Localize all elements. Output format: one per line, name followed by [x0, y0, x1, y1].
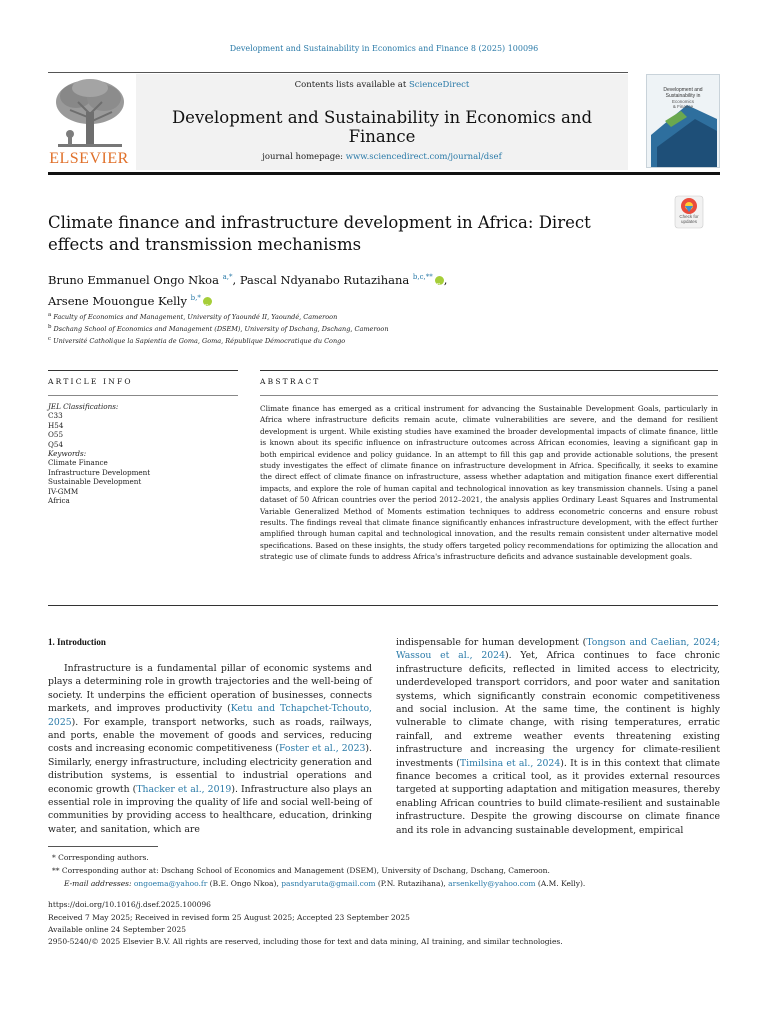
abstract-bottom-rule [48, 605, 718, 606]
affiliation-mark: b [48, 324, 52, 330]
sciencedirect-link[interactable]: ScienceDirect [408, 80, 470, 90]
masthead-bottom-rule [48, 172, 720, 175]
email-owner: (B.E. Ongo Nkoa), [207, 879, 282, 888]
email-owner: (A.M. Kelly). [535, 879, 586, 888]
abstract-text: Climate finance has emerged as a critical instrument for advancing the Sustainable Development Goals, particularly in Africa where infrastructure deficits remain acute, climate vulnerabilities are severe, and the demand for resilient development is urgent. While existing studies have examined the broader developmental impacts of climate finance, little is known about its specific influence on infrastructure outcomes across African economies, leaving a significant gap in both empirical evidence and policy guidance. In an attempt to fill this gap and provide actionable solutions, the present study investigates the effect of climate finance on infrastructure development in Africa. Specifically, it seeks to examine the direct effect of climate finance on infrastructure, assess whether adaptation and mitigation finance exert differential impacts, and explore the role of human capital and technological innovation as key transmission channels. Using a panel dataset of 50 African countries over the period 2012–2021, the analysis applies Ordinary Least Squares and Instrumental Variable Generalized Method of Moments estimation techniques to address econometric concerns and ensure robust results. The findings reveal that climate finance significantly enhances infrastructure development, with the effect further amplified through human capital and technological innovation, and the results remain consistent under alternative model specifications. Based on these insights, the study offers targeted policy recommendations for optimizing the allocation and strategic use of climate funds to address Africa's infrastructure deficits and advance sustainable development goals. [260, 404, 718, 562]
email-link[interactable]: ongoema@yahoo.fr [133, 879, 208, 888]
author-name[interactable]: Arsene Mouongue Kelly [48, 293, 187, 308]
author-separator: , [443, 272, 448, 287]
body-text: ). Yet, Africa continues to face chronic infrastructure deficits, reflected in limited access to electricity, underdeveloped transport corridors, and poor water and sanitation systems, which significantly constrain economic competitiveness and social inclusion. At the same time, the continent is highly vulnerable to climate change, with rising temperatures, erratic rainfall, and extreme weather events threatening existing infrastructure and increasing the urgency for climate-resilient investments ( [396, 650, 720, 769]
abstract-divider [260, 395, 718, 396]
email-link[interactable]: pasndyaruta@gmail.com [281, 879, 376, 888]
section-heading-introduction: 1. Introduction [48, 637, 106, 647]
affiliation [48, 324, 389, 333]
journal-title: Development and Sustainability in Economics and Finance [171, 108, 593, 146]
received-dates: Received 7 May 2025; Received in revised form 25 August 2025; Accepted 23 September 2025 [48, 913, 410, 922]
affiliation-text: Université Catholique la Sapientia de Goma, Goma, République Démocratique du Congo [53, 337, 346, 346]
orcid-icon[interactable] [203, 297, 212, 306]
footnote-corresponding-author: ** Corresponding author at: Dschang School of Economics and Management (DSEM), University of Dschang, Dschang, Cameroon. [52, 866, 550, 875]
copyright-notice: 2950-5240/© 2025 Elsevier B.V. All rights are reserved, including those for text and data mining, AI training, and similar technologies. [48, 937, 563, 946]
citation-link[interactable]: Foster et al., 2023 [278, 743, 366, 755]
affiliation-mark: c [48, 336, 52, 342]
author-name[interactable]: Bruno Emmanuel Ongo Nkoa [48, 272, 219, 287]
email-label: E-mail addresses: [64, 879, 132, 888]
body-text: indispensable for human development ( [396, 637, 587, 648]
running-head[interactable]: Development and Sustainability in Economics and Finance 8 (2025) 100096 [229, 44, 539, 53]
crossmark-label [672, 214, 706, 224]
citation-link[interactable]: Tongson and Caelian, 2024; Wassou et al., 2024 [396, 637, 720, 662]
body-text: ). Similarly, energy infrastructure, including electricity generation and distribution systems, is essential to industrial operations and economic growth ( [48, 743, 372, 795]
available-online: Available online 24 September 2025 [48, 925, 187, 934]
footnote-emails [64, 879, 585, 888]
author-separator: , [232, 272, 237, 287]
contents-line [136, 80, 628, 90]
citation-link[interactable]: Thacker et al., 2019 [136, 783, 232, 795]
journal-homepage-link[interactable]: www.sciencedirect.com/journal/dsef [345, 152, 502, 162]
jel-code: C33 [48, 411, 63, 421]
jel-code: Q54 [48, 439, 64, 449]
article-info-heading: ARTICLE INFO [48, 377, 133, 386]
affiliation-text: Faculty of Economics and Management, University of Yaoundé II, Yaoundé, Cameroon [53, 313, 338, 322]
article-info-divider [48, 395, 238, 396]
cover-line-2: Sustainability in [665, 93, 701, 99]
footnote-corresponding: * Corresponding authors. [52, 853, 149, 862]
doi-link[interactable]: https://doi.org/10.1016/j.dsef.2025.100096 [48, 900, 211, 909]
keyword: Infrastructure Development [48, 467, 151, 477]
masthead-top-rule [48, 72, 628, 73]
homepage-line [136, 152, 628, 162]
crossmark-line-2: updates [680, 219, 697, 224]
body-column-right [396, 636, 720, 837]
body-text: ). For example, transport networks, such as roads, railways, and ports, enable the movement of goods and services, reducing costs and increasing economic competitiveness ( [48, 716, 372, 755]
article-title: Climate finance and infrastructure development in Africa: Direct effects and transmission mechanisms [48, 213, 591, 254]
orcid-icon[interactable] [435, 276, 444, 285]
cover-graphic [647, 75, 719, 167]
keyword: Climate Finance [48, 458, 108, 468]
abstract-heading: ABSTRACT [260, 377, 321, 386]
affiliation [48, 312, 337, 321]
jel-code: H54 [48, 420, 64, 430]
keyword: IV-GMM [48, 486, 79, 496]
body-text: ). It is in this context that climate finance becomes a critical tool, as it provides external resources targeted at supporting adaptation and mitigation measures, thereby enabling African countries to build climate-resilient and sustainable infrastructure. Despite the growing discourse on climate finance and its role in advancing sustainable development, empirical [396, 757, 720, 836]
cover-line-1: Development and [663, 87, 703, 93]
keyword: Africa [48, 496, 70, 506]
body-column-left [48, 662, 372, 836]
article-info-top-rule [48, 370, 238, 371]
author-name[interactable]: Pascal Ndyanabo Rutazihana [239, 272, 410, 287]
email-owner: (P.N. Rutazihana), [375, 879, 449, 888]
affiliation-text: Dschang School of Economics and Management (DSEM), University of Dschang, Dschang, Cameroon [53, 325, 389, 334]
abstract-top-rule [260, 370, 718, 371]
body-text: ). Infrastructure also plays an essential role in improving the quality of life and social well-being of communities by providing access to healthcare, education, drinking water, and sanitation, which are [48, 783, 372, 835]
footnote-rule [48, 846, 158, 847]
jel-label: JEL Classifications: [48, 402, 119, 411]
crossmark-line-1: Check for [679, 214, 699, 219]
cover-line-4: & Finance [672, 104, 694, 109]
affiliation-mark: a [48, 312, 52, 318]
keywords-label: Keywords: [48, 449, 87, 459]
affiliation [48, 336, 345, 345]
contents-prefix: Contents lists available at [294, 80, 409, 90]
author-list [48, 268, 688, 310]
cover-line-3: Economics [671, 99, 695, 104]
author-marks[interactable]: a,* [222, 273, 233, 281]
article-info-panel [48, 402, 238, 505]
author-marks[interactable]: b,c,** [412, 273, 433, 281]
journal-cover-image [646, 74, 720, 168]
citation-link[interactable]: Ketu and Tchapchet-Tchouto, 2025 [48, 703, 372, 728]
keyword: Sustainable Development [48, 477, 142, 487]
elsevier-wordmark: ELSEVIER [49, 150, 129, 167]
author-marks[interactable]: b,* [190, 293, 201, 302]
jel-code: O55 [48, 430, 64, 440]
citation-link[interactable]: Timilsina et al., 2024 [459, 757, 561, 769]
body-text: Infrastructure is a fundamental pillar of economic systems and plays a determining role in growth trajectories and the well-being of society. It underpins the efficient operation of businesses, connects markets, and improves productivity ( [48, 663, 372, 715]
email-link[interactable]: arsenkelly@yahoo.com [448, 879, 536, 888]
homepage-prefix: journal homepage: [262, 152, 346, 162]
